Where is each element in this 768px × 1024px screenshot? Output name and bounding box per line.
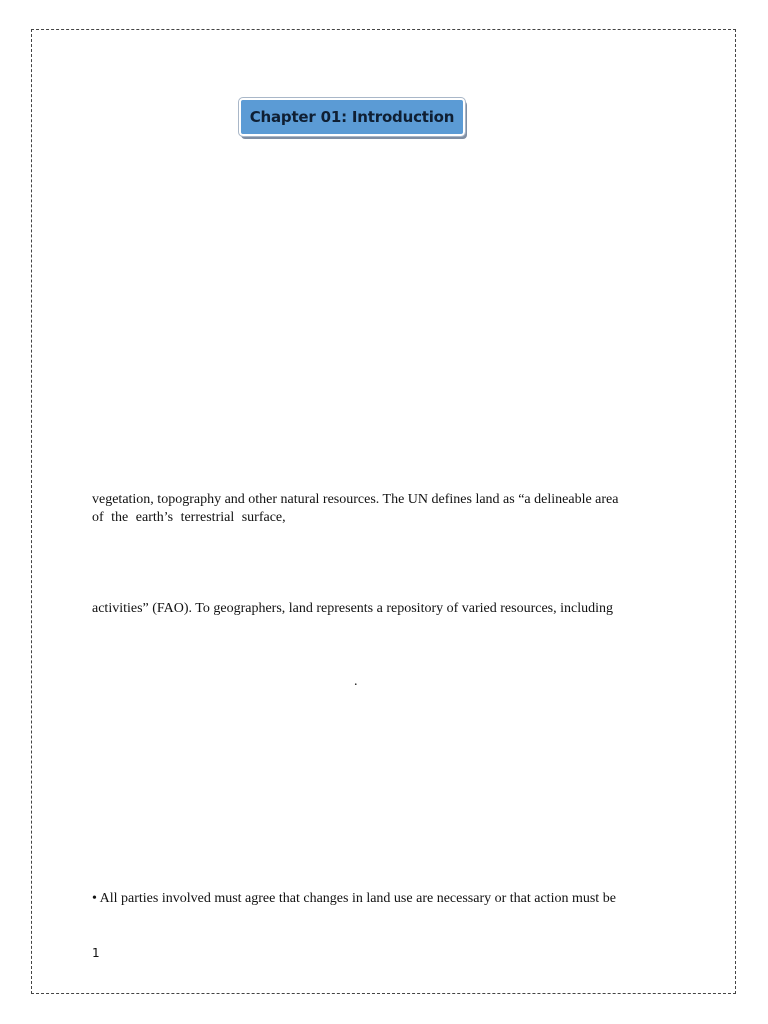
chapter-heading-box xyxy=(239,98,465,136)
paragraph-land-definition xyxy=(92,491,674,527)
paragraph-line: vegetation, topography and other natural resources. The UN defines land as “a delineable area xyxy=(92,492,619,507)
paragraph-geographers xyxy=(92,600,674,618)
paragraph-line: of the earth’s terrestrial surface, xyxy=(92,510,286,525)
bullet-item xyxy=(92,890,674,908)
stray-period: . xyxy=(354,674,358,689)
paragraph-line: activities” (FAO). To geographers, land represents a repository of varied resources, including xyxy=(92,601,614,616)
bullet-line: • All parties involved must agree that changes in land use are necessary or that action must be xyxy=(92,891,616,906)
page-number: 1 xyxy=(92,946,100,960)
chapter-title: Chapter 01: Introduction xyxy=(249,108,455,126)
